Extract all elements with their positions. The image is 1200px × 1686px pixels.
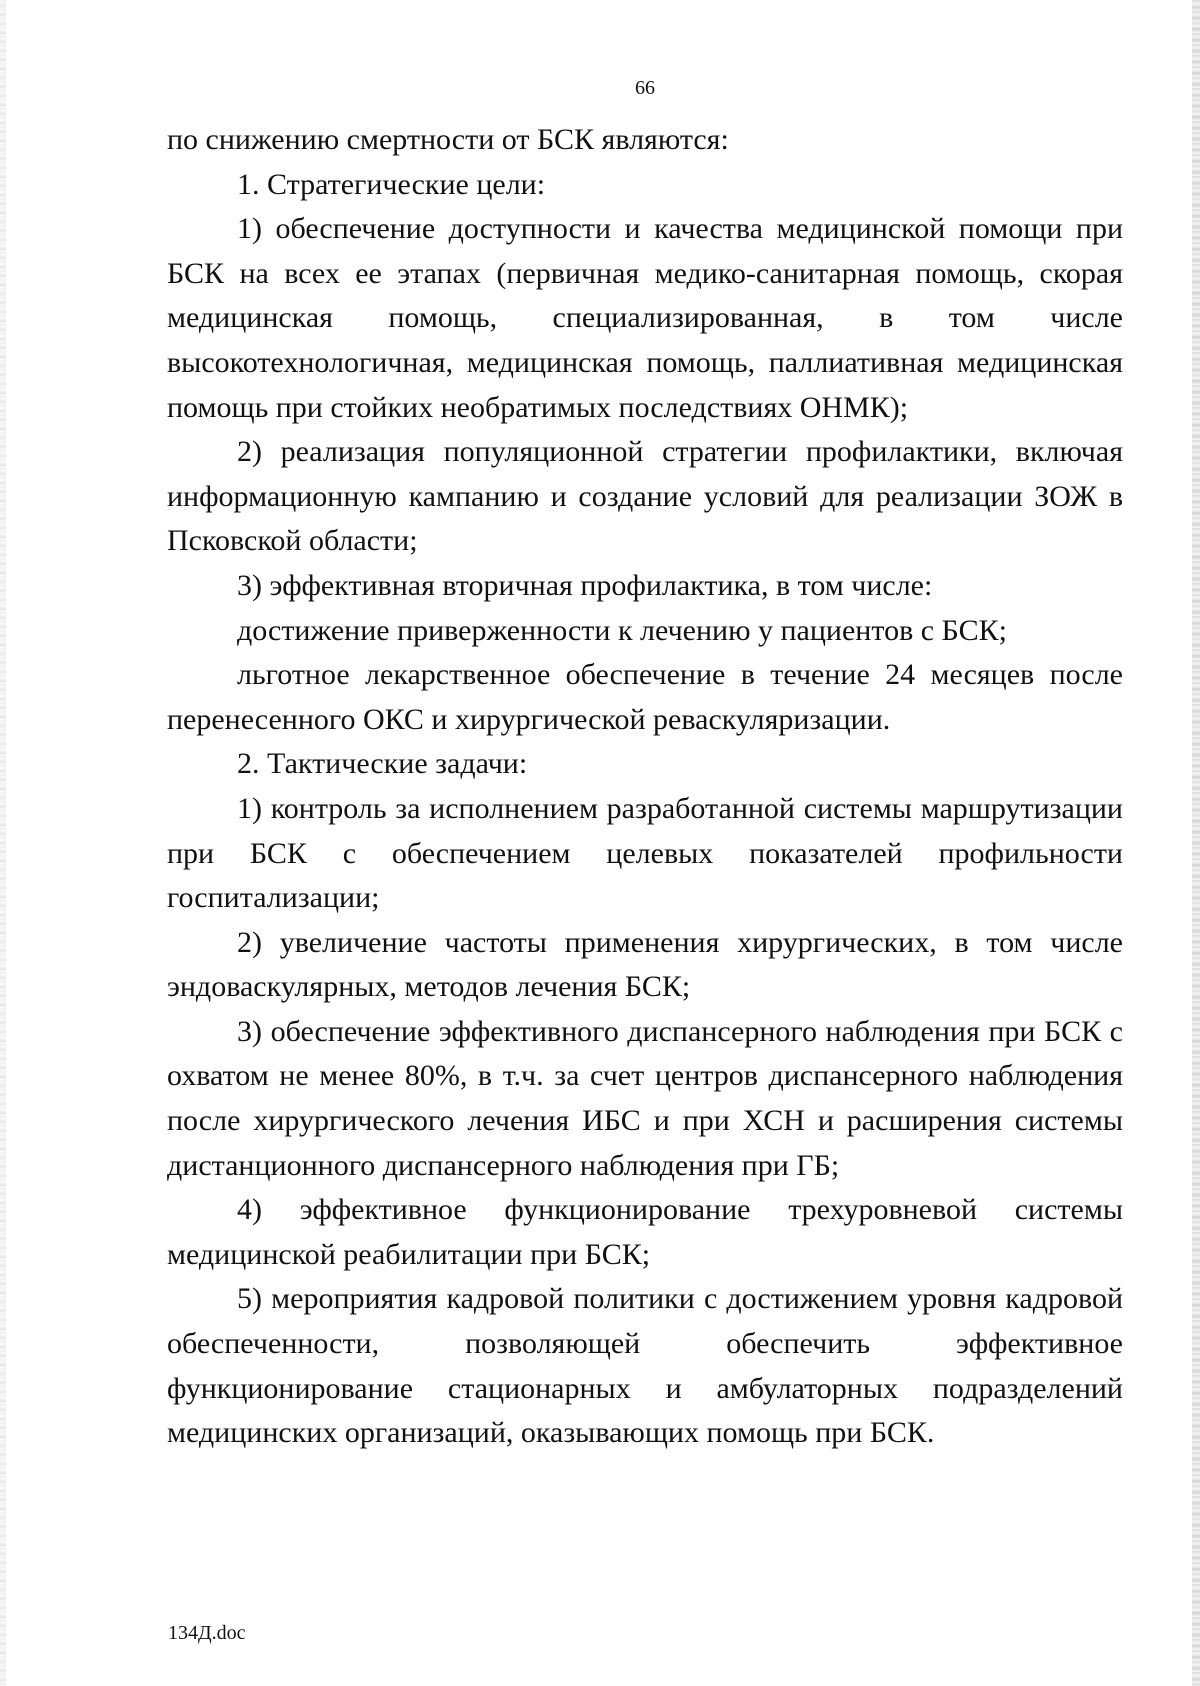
paragraph-task-5: 5) мероприятия кадровой политики с достижением уровня кадровой обеспеченности, позволяющей обеспечить эффективное функционирование стационарных и амбулаторных подразделений медицинских организаций, оказывающих помощь при БСК. — [167, 1282, 1123, 1450]
scan-edge-left — [0, 0, 6, 1686]
paragraph-goal-3-item-2: льготное лекарственное обеспечение в течение 24 месяцев после перенесенного ОКС и хирургической реваскуляризации. — [167, 658, 1123, 736]
paragraph-goal-1: 1) обеспечение доступности и качества медицинской помощи при БСК на всех ее этапах (первичная медико-санитарная помощь, скорая медицинская помощь, специализированная, в том числе высокотехнологичная, медицинская помощь, паллиативная медицинская помощь при стойких необратимых последствиях ОНМК); — [167, 212, 1123, 424]
footer-filename: 134Д.doc — [168, 1622, 246, 1644]
paragraph-goal-3: 3) эффективная вторичная профилактика, в том числе: — [237, 568, 933, 602]
paragraph-task-2: 2) увеличение частоты применения хирургических, в том числе эндоваскулярных, методов лечения БСК; — [167, 925, 1123, 1004]
scan-edge-right — [1192, 0, 1200, 1686]
page-number: 66 — [635, 77, 655, 99]
paragraph-intro: по снижению смертности от БСК являются: — [167, 123, 729, 156]
heading-tactical-tasks: 2. Тактические задачи: — [237, 747, 528, 781]
heading-strategic-goals: 1. Стратегические цели: — [237, 167, 546, 201]
paragraph-goal-3-item-1: достижение приверженности к лечению у пациентов с БСК; — [237, 613, 1007, 647]
paragraph-task-3: 3) обеспечение эффективного диспансерного наблюдения при БСК с охватом не менее 80%, в т.ч. за счет центров диспансерного наблюдения после хирургического лечения ИБС и при ХСН и расширения системы дистанционного диспансерного наблюдения при ГБ; — [167, 1014, 1123, 1182]
paragraph-task-4: 4) эффективное функционирование трехуровневой системы медицинской реабилитации при БСК; — [167, 1193, 1123, 1271]
paragraph-task-1: 1) контроль за исполнением разработанной системы маршрутизации при БСК с обеспечением целевых показателей профильности госпитализации; — [167, 791, 1123, 915]
document-body — [167, 118, 1123, 1456]
paragraph-goal-2: 2) реализация популяционной стратегии профилактики, включая информационную кампанию и создание условий для реализации ЗОЖ в Псковской области; — [167, 435, 1123, 558]
